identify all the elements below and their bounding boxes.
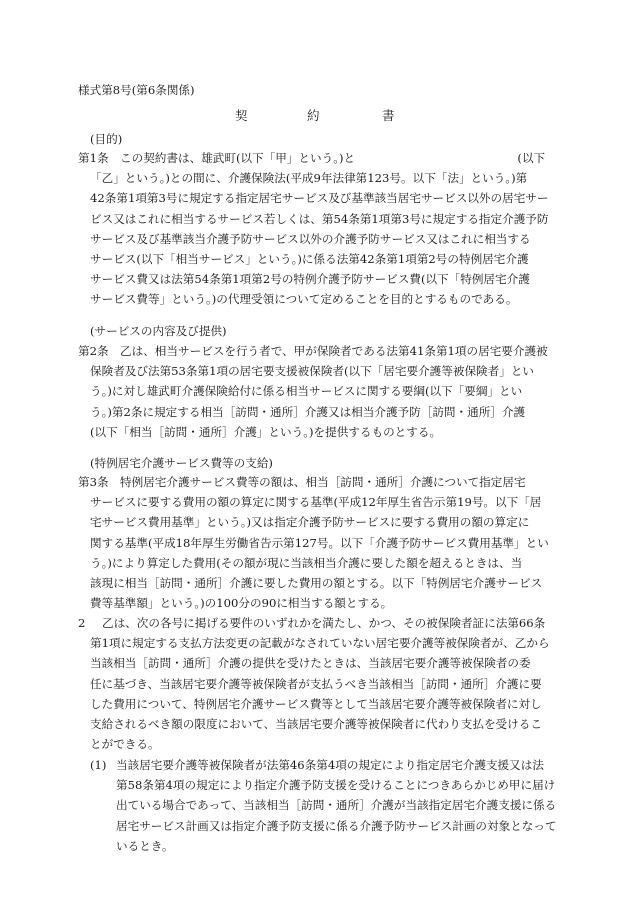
article-1-heading: (目的) [90,132,123,146]
article-2-line-1: 第2条 乙は、相当サービスを行う者で、甲が保険者である法第41条第1項の居宅要介護被 [78,341,578,361]
article-1-line: サービス(以下「相当サービス」という。)に係る法第42条第1項第2号の特例居宅介護 [90,252,529,266]
article-2 [78,341,578,361]
article-2-label: 第2条 [78,344,109,358]
item-1 [90,755,580,775]
article-3-line: 費等基準額」という。)の100分の90に相当する額とする。 [90,596,393,611]
article-2-line: 保険者及び法第53条第1項の居宅要支援被保険者(以下「居宅要介護等被保険者」とい [90,364,535,379]
article-1-line: サービス費等」という。)の代理受領について定めることを目的とするものである。 [90,292,518,307]
article-3-line: 該現に相当［訪問・通所］介護に要した費用の額とする。以下「特例居宅介護サービス [90,576,543,590]
title-char-2: 約 [307,108,320,123]
paragraph-2-body [90,633,580,754]
paragraph-2-line: 任に基づき、当該居宅要介護等被保険者が支払うべき当該相当［訪問・通所］介護に要 [90,676,542,691]
article-3-line: 関する基準(平成18年厚生労働省告示第127号。以下「介護予防サービス費用基準」とい [90,535,549,550]
article-2-line: う。)に対し雄武町介護保険給付に係る相当サービスに関する要綱(以下「要綱」とい [90,384,523,399]
item-1-line: 居宅サービス計画又は指定介護予防支援に係る介護予防サービス計画の対象となって [116,818,557,833]
article-3 [78,472,578,492]
article-1-line: 42条第1項第3号に規定する指定居宅サービス及び基準該当居宅サービス以外の居宅サー [90,191,549,206]
article-2-body [90,361,580,442]
article-3-heading: (特例居宅介護サービス費等の支給) [90,456,273,470]
article-1-label: 第1条 [78,151,109,165]
item-1-line: 第58条第4項の規定により指定介護予防支援を受けることにつきあらかじめ甲に届け [116,778,556,793]
paragraph-2-line-1: 2 乙は、次の各号に掲げる要件のいずれかを満たし、かつ、その被保険者証に法第66条 [78,613,578,633]
title-char-1: 契 [235,108,248,123]
item-1-line: いるとき。 [116,838,174,853]
paragraph-2 [78,613,578,633]
item-1-label: (1) [90,758,107,772]
article-2-line: う。)第2条に規定する相当［訪問・通所］介護又は相当介護予防［訪問・通所］介護 [90,404,526,419]
article-3-body [90,492,580,613]
article-3-line-1: 第3条 特例居宅介護サービス費等の額は、相当［訪問・通所］介護について指定居宅 [78,472,578,492]
article-1-line: 「乙」という。)との間に、介護保険法(平成9年法律第123号。以下「法」という。)第 [90,171,528,186]
article-3-line: 宅サービス費用基準」という。)又は指定介護予防サービスに要する費用の額の算定に [90,515,530,530]
paragraph-2-line: した費用について、特例居宅介護サービス費等として当該居宅要介護等被保険者に対し [90,696,542,711]
paragraph-2-line: 第1項に規定する支払方法変更の記載がなされていない居宅要介護等被保険者が、乙から [90,636,550,651]
article-3-label: 第3条 [78,475,109,489]
paragraph-2-label: 2 [78,616,86,630]
title-char-3: 書 [382,108,395,123]
item-1-line: 出ている場合であって、当該相当［訪問・通所］介護が当該指定居宅介護支援に係る [116,798,557,813]
paragraph-2-line: 支給されるべき額の限度において、当該居宅要介護等被保険者に代わり支払を受けるこ [90,717,542,731]
article-3-line: う。)により算定した費用(その額が現に当該相当介護に要した額を超えるときは、当 [90,555,523,570]
article-1-line: ビス又はこれに相当するサービス若しくは、第54条第1項第3号に規定する指定介護予防 [90,211,549,226]
article-1-body [90,168,580,309]
article-2-heading: (サービスの内容及び提供) [90,324,227,338]
item-1-line-1: (1) 当該居宅要介護等被保険者が法第46条第4項の規定により指定居宅介護支援又は法 [90,755,580,775]
paragraph-2-line: 当該相当［訪問・通所］介護の提供を受けたときは、当該居宅要介護等被保険者の委 [90,656,531,671]
article-1-line: サービス費又は法第54条第1項第2号の特例介護予防サービス費(以下「特例居宅介護 [90,272,530,287]
article-2-line: (以下「相当［訪問・通所］介護」という。)を提供するものとする。 [90,424,442,439]
item-1-body [116,775,581,856]
article-3-line: サービスに要する費用の額の算定に関する基準(平成12年厚生省告示第19号。以下「居 [90,495,542,510]
article-1-line-1: 第1条 この契約書は、雄武町(以下「甲」という。)と (以下 [78,148,578,168]
paragraph-2-line: とができる。 [90,737,160,752]
article-1-line: サービス及び基準該当介護予防サービス以外の介護予防サービス又はこれに相当する [90,231,531,246]
article-1 [78,148,578,168]
form-number: 様式第8号(第6条関係) [78,83,195,97]
